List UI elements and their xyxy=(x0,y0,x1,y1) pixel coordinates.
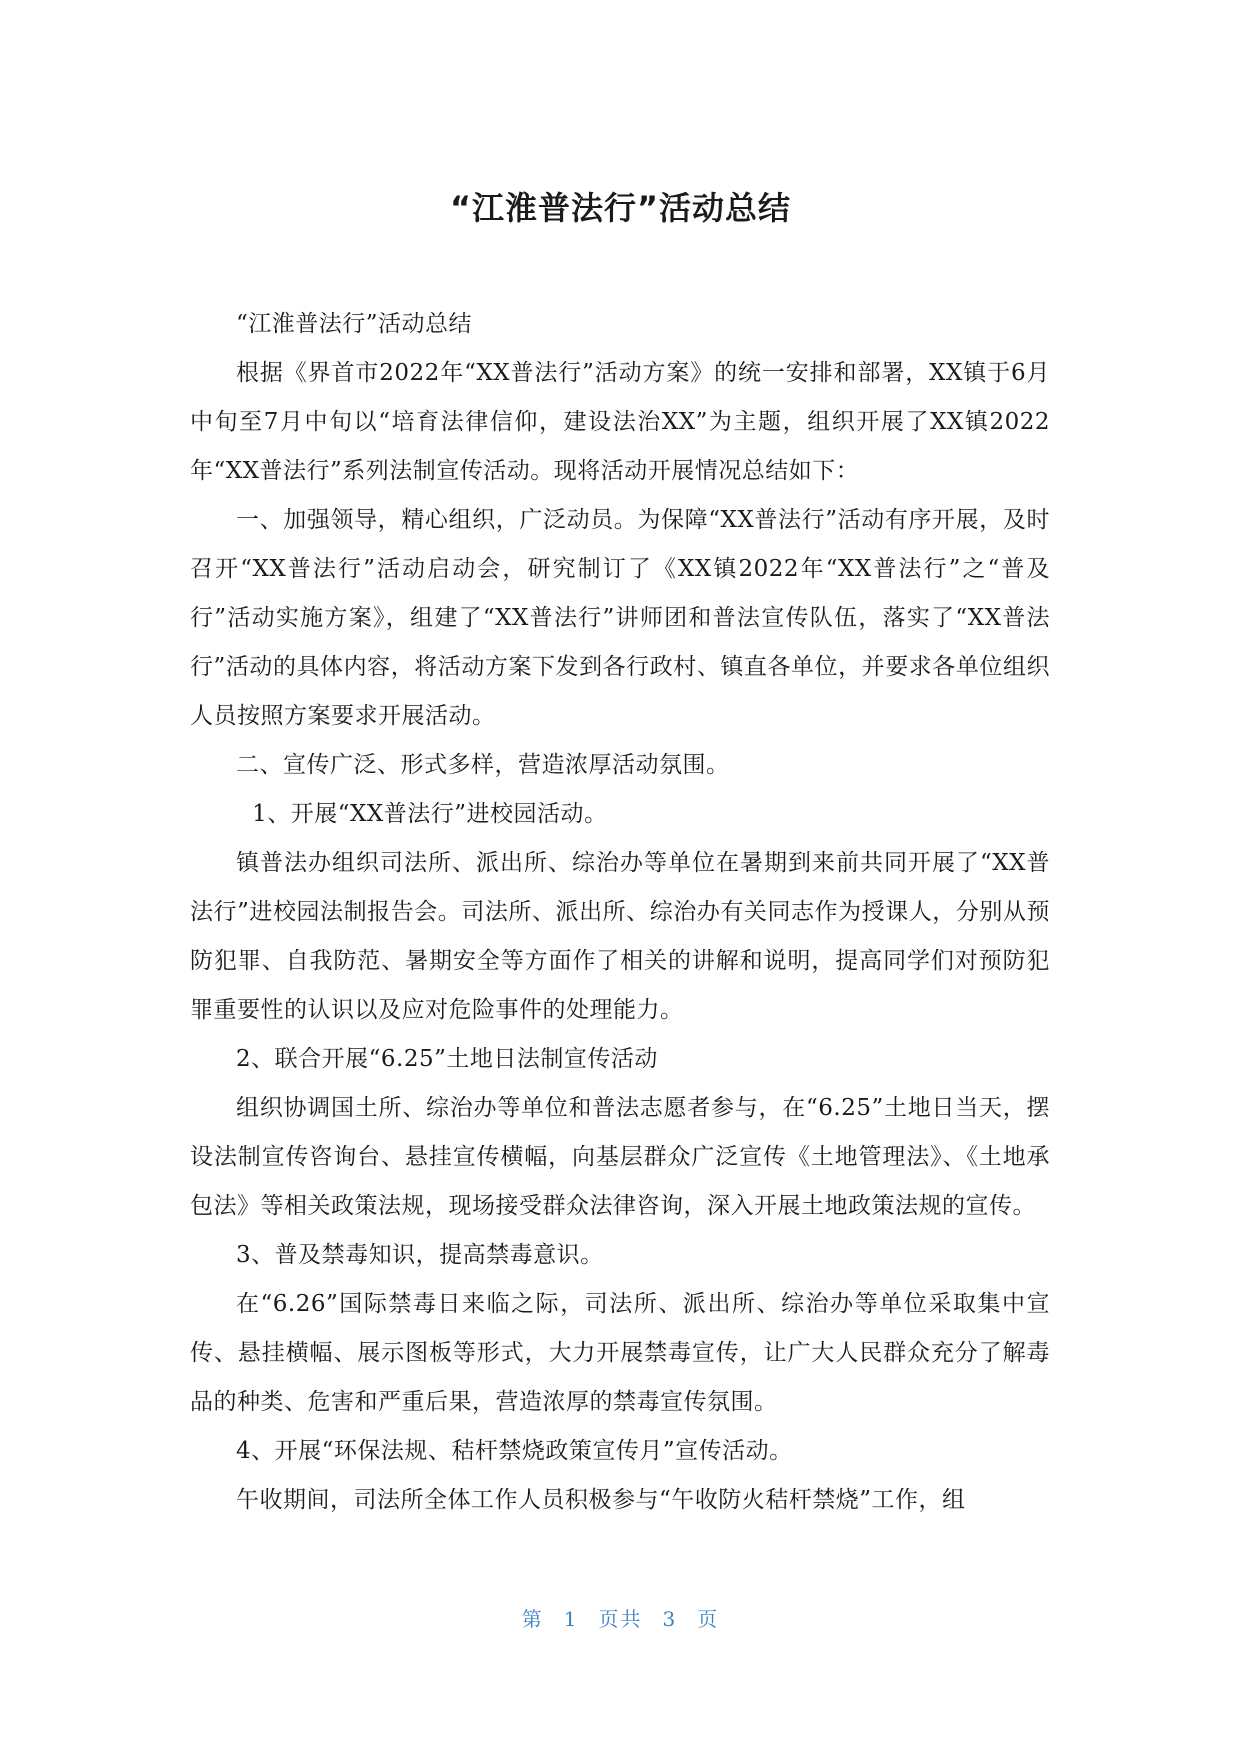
document-body xyxy=(190,300,1050,1525)
paragraph: 4、开展“环保法规、秸杆禁烧政策宣传月”宣传活动。 xyxy=(236,1438,793,1464)
paragraph: “江淮普法行”活动总结 xyxy=(236,311,473,337)
paragraph: 镇普法办组织司法所、派出所、综治办等单位在暑期到来前共同开展了“XX普法行”进校园法制报告会。司法所、派出所、综治办有关同志作为授课人，分别从预防犯罪、自我防范、暑期安全等方面作了相关的讲解和说明，提高同学们对预防犯罪重要性的认识以及应对危险事件的处理能力。 xyxy=(190,850,1050,1023)
paragraph: 1、开展“XX普法行”进校园活动。 xyxy=(252,801,608,827)
footer-word-end: 页 xyxy=(697,1607,720,1631)
paragraph: 午收期间，司法所全体工作人员积极参与“午收防火秸杆禁烧”工作，组 xyxy=(236,1487,966,1513)
paragraph: 2、联合开展“6.25”土地日法制宣传活动 xyxy=(236,1046,658,1072)
footer-word-page: 第 xyxy=(521,1607,544,1631)
footer-current-page: 1 xyxy=(563,1607,579,1631)
footer-total-pages: 3 xyxy=(662,1607,678,1631)
page-footer xyxy=(0,1605,1241,1633)
paragraph: 组织协调国土所、综治办等单位和普法志愿者参与，在“6.25”土地日当天，摆设法制宣传咨询台、悬挂宣传横幅，向基层群众广泛宣传《土地管理法》、《土地承包法》等相关政策法规，现场接受群众法律咨询，深入开展土地政策法规的宣传。 xyxy=(190,1095,1050,1219)
document-title: “江淮普法行”活动总结 xyxy=(449,189,792,227)
footer-word-total: 页共 xyxy=(598,1607,643,1631)
paragraph: 3、普及禁毒知识，提高禁毒意识。 xyxy=(236,1242,604,1268)
paragraph: 在“6.26”国际禁毒日来临之际，司法所、派出所、综治办等单位采取集中宣传、悬挂横幅、展示图板等形式，大力开展禁毒宣传，让广大人民群众充分了解毒品的种类、危害和严重后果，营造浓厚的禁毒宣传氛围。 xyxy=(190,1291,1050,1415)
paragraph: 二、宣传广泛、形式多样，营造浓厚活动氛围。 xyxy=(236,752,730,778)
paragraph: 根据《界首市2022年“XX普法行”活动方案》的统一安排和部署，XX镇于6月中旬至7月中旬以“培育法律信仰，建设法治XX”为主题，组织开展了XX镇2022年“XX普法行”系列法制宣传活动。现将活动开展情况总结如下： xyxy=(190,360,1050,484)
paragraph: 一、加强领导，精心组织，广泛动员。为保障“XX普法行”活动有序开展，及时召开“XX普法行”活动启动会，研究制订了《XX镇2022年“XX普法行”之“普及行”活动实施方案》，组建了“XX普法行”讲师团和普法宣传队伍，落实了“XX普法行”活动的具体内容，将活动方案下发到各行政村、镇直各单位，并要求各单位组织人员按照方案要求开展活动。 xyxy=(190,507,1050,729)
